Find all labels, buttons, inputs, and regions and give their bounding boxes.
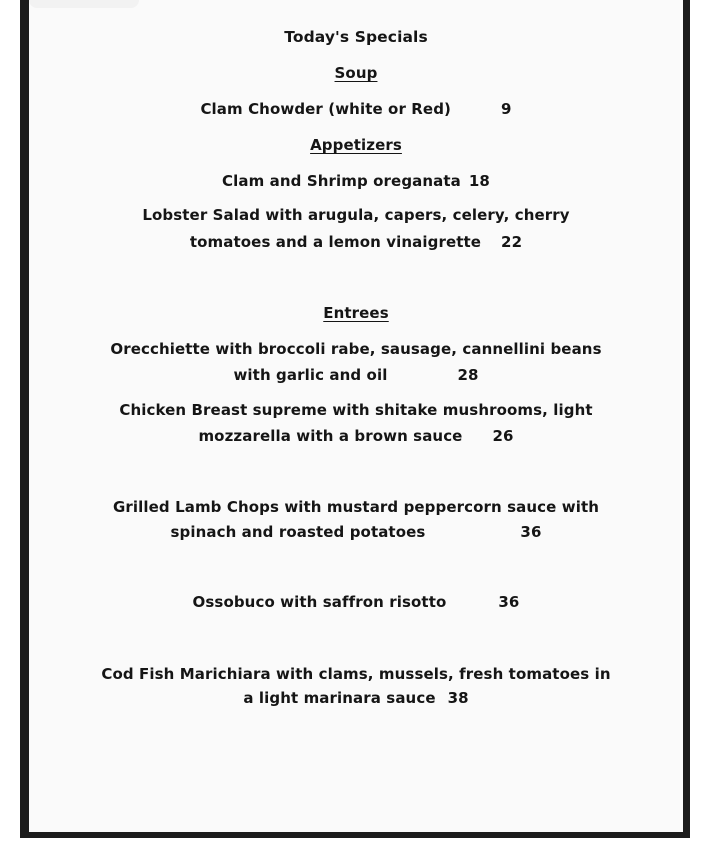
item-description: a light marinara sauce xyxy=(243,689,436,707)
menu-item-ossobuco xyxy=(29,593,683,611)
item-description: mozzarella with a brown sauce xyxy=(198,427,463,445)
item-description: with garlic and oil xyxy=(233,366,388,384)
menu-item-cod-fish-line-2 xyxy=(29,689,683,707)
item-description: Ossobuco with saffron risotto xyxy=(192,593,447,611)
item-description: Clam and Shrimp oreganata xyxy=(222,172,461,190)
section-heading-soup: Soup xyxy=(334,64,378,82)
menu-item-clam-chowder xyxy=(29,100,683,118)
menu-item-lamb-chops-line-1: Grilled Lamb Chops with mustard peppercorn sauce with xyxy=(113,498,599,516)
menu-item-clam-shrimp xyxy=(29,172,683,190)
menu-item-chicken-line-1: Chicken Breast supreme with shitake mushrooms, light xyxy=(119,401,593,419)
menu-item-lobster-salad-line-2 xyxy=(29,233,683,251)
item-price: 26 xyxy=(492,427,514,445)
item-price: 22 xyxy=(501,233,523,251)
menu-item-orecchiette-line-2 xyxy=(29,366,683,384)
item-price: 18 xyxy=(468,172,490,190)
item-price: 36 xyxy=(498,593,520,611)
item-price: 28 xyxy=(457,366,479,384)
item-price: 9 xyxy=(501,100,512,118)
item-price: 38 xyxy=(447,689,469,707)
menu-title: Today's Specials xyxy=(284,28,428,46)
page-tab xyxy=(29,0,139,8)
menu-item-lamb-chops-line-2 xyxy=(29,523,683,541)
menu-item-lobster-salad-line-1: Lobster Salad with arugula, capers, celery, cherry xyxy=(142,206,570,224)
menu-item-cod-fish-line-1: Cod Fish Marichiara with clams, mussels, fresh tomatoes in xyxy=(101,665,611,683)
section-heading-appetizers: Appetizers xyxy=(310,136,402,154)
item-description: spinach and roasted potatoes xyxy=(170,523,426,541)
menu-item-chicken-line-2 xyxy=(29,427,683,445)
menu-item-orecchiette-line-1: Orecchiette with broccoli rabe, sausage, cannellini beans xyxy=(110,340,602,358)
menu-page xyxy=(29,0,683,832)
section-heading-entrees: Entrees xyxy=(323,304,389,322)
item-description: tomatoes and a lemon vinaigrette xyxy=(189,233,482,251)
item-price: 36 xyxy=(520,523,542,541)
item-description: Clam Chowder (white or Red) xyxy=(200,100,451,118)
